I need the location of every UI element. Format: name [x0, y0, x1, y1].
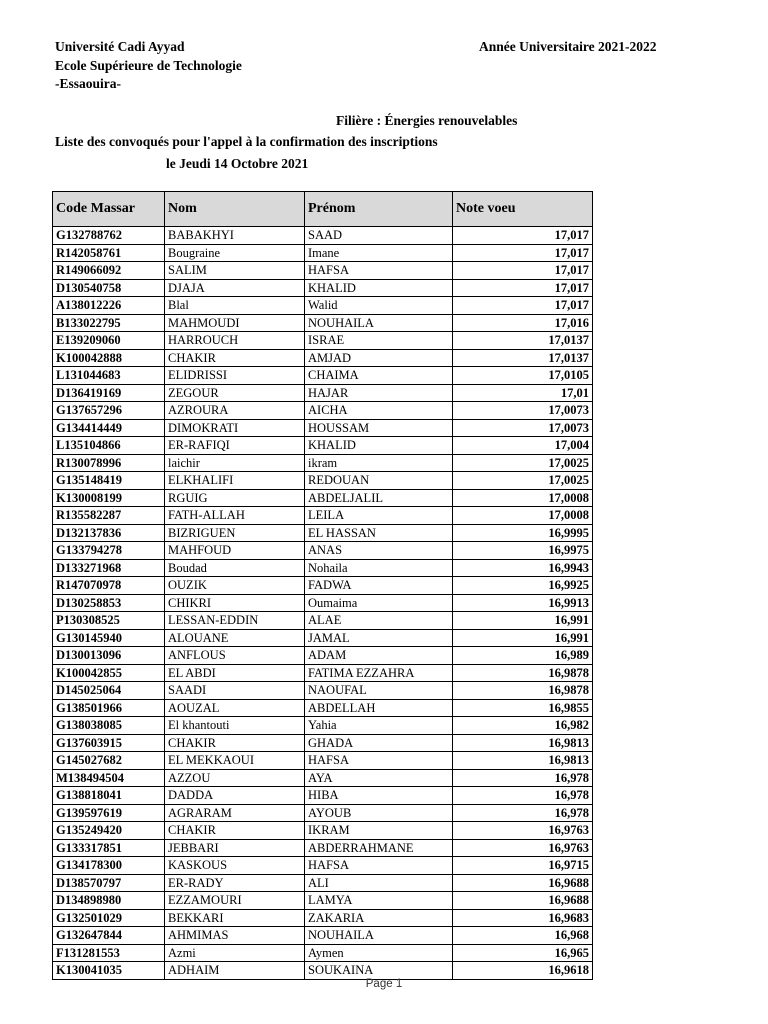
table-row: [53, 227, 593, 245]
nom-cell: Bougraine: [165, 244, 305, 262]
table-row: [53, 454, 593, 472]
table-row: [53, 367, 593, 385]
nom-cell: ANFLOUS: [165, 647, 305, 665]
table-row: [53, 822, 593, 840]
code-massar-cell: G132788762: [53, 227, 165, 245]
prenom-cell: Oumaima: [305, 594, 453, 612]
note-voeu-cell: 16,9715: [453, 857, 593, 875]
table-row: [53, 892, 593, 910]
table-row: [53, 524, 593, 542]
university-name: Université Cadi Ayyad: [55, 39, 185, 54]
table-row: [53, 927, 593, 945]
note-voeu-cell: 17,0025: [453, 454, 593, 472]
table-row: [53, 962, 593, 980]
note-voeu-cell: 16,991: [453, 629, 593, 647]
table-row: [53, 909, 593, 927]
code-massar-cell: M138494504: [53, 769, 165, 787]
code-massar-cell: G139597619: [53, 804, 165, 822]
note-voeu-cell: 17,017: [453, 227, 593, 245]
nom-cell: DJAJA: [165, 279, 305, 297]
prenom-cell: FATIMA EZZAHRA: [305, 664, 453, 682]
note-voeu-cell: 16,9943: [453, 559, 593, 577]
note-voeu-cell: 16,9813: [453, 734, 593, 752]
nom-cell: AZROURA: [165, 402, 305, 420]
code-massar-cell: L135104866: [53, 437, 165, 455]
note-voeu-cell: 16,9913: [453, 594, 593, 612]
note-voeu-cell: 17,017: [453, 262, 593, 280]
code-massar-cell: R130078996: [53, 454, 165, 472]
nom-cell: Boudad: [165, 559, 305, 577]
nom-cell: El khantouti: [165, 717, 305, 735]
academic-year: Année Universitaire 2021-2022: [479, 39, 657, 54]
note-voeu-cell: 17,0025: [453, 472, 593, 490]
prenom-cell: Nohaila: [305, 559, 453, 577]
note-voeu-cell: 16,9688: [453, 892, 593, 910]
table-row: [53, 314, 593, 332]
table-row: [53, 419, 593, 437]
prenom-cell: CHAIMA: [305, 367, 453, 385]
prenom-cell: ADAM: [305, 647, 453, 665]
page-number: Page 1: [365, 978, 403, 990]
prenom-cell: FADWA: [305, 577, 453, 595]
nom-cell: FATH-ALLAH: [165, 507, 305, 525]
note-voeu-cell: 16,968: [453, 927, 593, 945]
city-name: -Essaouira-: [55, 76, 122, 91]
table-row: [53, 297, 593, 315]
table-row: [53, 664, 593, 682]
table-row: [53, 647, 593, 665]
prenom-cell: HAJAR: [305, 384, 453, 402]
prenom-cell: NOUHAILA: [305, 927, 453, 945]
table-row: [53, 699, 593, 717]
column-header-note-voeu: Note voeu: [453, 192, 593, 227]
code-massar-cell: B133022795: [53, 314, 165, 332]
prenom-cell: ISRAE: [305, 332, 453, 350]
prenom-cell: Aymen: [305, 944, 453, 962]
column-header-prenom: Prénom: [305, 192, 453, 227]
note-voeu-cell: 16,9855: [453, 699, 593, 717]
table-row: [53, 279, 593, 297]
table-row: [53, 612, 593, 630]
code-massar-cell: L131044683: [53, 367, 165, 385]
nom-cell: AGRARAM: [165, 804, 305, 822]
note-voeu-cell: 17,0105: [453, 367, 593, 385]
code-massar-cell: D133271968: [53, 559, 165, 577]
table-row: [53, 804, 593, 822]
nom-cell: Azmi: [165, 944, 305, 962]
note-voeu-cell: 16,991: [453, 612, 593, 630]
code-massar-cell: G132501029: [53, 909, 165, 927]
note-voeu-cell: 16,978: [453, 787, 593, 805]
note-voeu-cell: 16,9763: [453, 822, 593, 840]
note-voeu-cell: 17,017: [453, 279, 593, 297]
table-row: [53, 349, 593, 367]
nom-cell: DADDA: [165, 787, 305, 805]
table-row: [53, 594, 593, 612]
note-voeu-cell: 16,978: [453, 804, 593, 822]
note-voeu-cell: 16,9813: [453, 752, 593, 770]
prenom-cell: AYOUB: [305, 804, 453, 822]
note-voeu-cell: 16,9925: [453, 577, 593, 595]
prenom-cell: SOUKAINA: [305, 962, 453, 980]
table-row: [53, 489, 593, 507]
prenom-cell: SAAD: [305, 227, 453, 245]
nom-cell: CHAKIR: [165, 822, 305, 840]
code-massar-cell: G137657296: [53, 402, 165, 420]
table-row: [53, 787, 593, 805]
nom-cell: CHAKIR: [165, 734, 305, 752]
nom-cell: DIMOKRATI: [165, 419, 305, 437]
table-row: [53, 402, 593, 420]
prenom-cell: HAFSA: [305, 752, 453, 770]
nom-cell: ER-RADY: [165, 874, 305, 892]
table-row: [53, 244, 593, 262]
table-row: [53, 944, 593, 962]
prenom-cell: NAOUFAL: [305, 682, 453, 700]
prenom-cell: NOUHAILA: [305, 314, 453, 332]
prenom-cell: ZAKARIA: [305, 909, 453, 927]
code-massar-cell: G137603915: [53, 734, 165, 752]
nom-cell: JEBBARI: [165, 839, 305, 857]
note-voeu-cell: 16,982: [453, 717, 593, 735]
table-row: [53, 559, 593, 577]
nom-cell: ADHAIM: [165, 962, 305, 980]
nom-cell: BABAKHYI: [165, 227, 305, 245]
table-row: [53, 384, 593, 402]
filiere-title: Filière : Énergies renouvelables: [336, 113, 518, 128]
code-massar-cell: E139209060: [53, 332, 165, 350]
code-massar-cell: G134178300: [53, 857, 165, 875]
note-voeu-cell: 17,004: [453, 437, 593, 455]
note-voeu-cell: 17,0137: [453, 349, 593, 367]
prenom-cell: AMJAD: [305, 349, 453, 367]
prenom-cell: Yahia: [305, 717, 453, 735]
prenom-cell: HOUSSAM: [305, 419, 453, 437]
prenom-cell: GHADA: [305, 734, 453, 752]
nom-cell: ELKHALIFI: [165, 472, 305, 490]
code-massar-cell: K100042855: [53, 664, 165, 682]
table-row: [53, 682, 593, 700]
code-massar-cell: G132647844: [53, 927, 165, 945]
table-row: [53, 734, 593, 752]
note-voeu-cell: 16,9975: [453, 542, 593, 560]
code-massar-cell: D138570797: [53, 874, 165, 892]
note-voeu-cell: 17,016: [453, 314, 593, 332]
prenom-cell: IKRAM: [305, 822, 453, 840]
note-voeu-cell: 16,9878: [453, 682, 593, 700]
table-row: [53, 769, 593, 787]
prenom-cell: KHALID: [305, 279, 453, 297]
prenom-cell: ABDELJALIL: [305, 489, 453, 507]
table-row: [53, 542, 593, 560]
table-row: [53, 507, 593, 525]
code-massar-cell: D130540758: [53, 279, 165, 297]
nom-cell: ELIDRISSI: [165, 367, 305, 385]
prenom-cell: HIBA: [305, 787, 453, 805]
prenom-cell: ALI: [305, 874, 453, 892]
code-massar-cell: D134898980: [53, 892, 165, 910]
note-voeu-cell: 16,989: [453, 647, 593, 665]
note-voeu-cell: 16,965: [453, 944, 593, 962]
prenom-cell: HAFSA: [305, 857, 453, 875]
note-voeu-cell: 16,9688: [453, 874, 593, 892]
code-massar-cell: D132137836: [53, 524, 165, 542]
nom-cell: EL ABDI: [165, 664, 305, 682]
table-row: [53, 629, 593, 647]
note-voeu-cell: 16,9618: [453, 962, 593, 980]
date-line: le Jeudi 14 Octobre 2021: [166, 156, 309, 171]
code-massar-cell: G130145940: [53, 629, 165, 647]
table-row: [53, 857, 593, 875]
code-massar-cell: G134414449: [53, 419, 165, 437]
code-massar-cell: G135148419: [53, 472, 165, 490]
prenom-cell: KHALID: [305, 437, 453, 455]
column-header-nom: Nom: [165, 192, 305, 227]
code-massar-cell: P130308525: [53, 612, 165, 630]
code-massar-cell: D130258853: [53, 594, 165, 612]
code-massar-cell: R142058761: [53, 244, 165, 262]
prenom-cell: AYA: [305, 769, 453, 787]
nom-cell: SAADI: [165, 682, 305, 700]
nom-cell: BEKKARI: [165, 909, 305, 927]
nom-cell: CHIKRI: [165, 594, 305, 612]
code-massar-cell: R147070978: [53, 577, 165, 595]
nom-cell: KASKOUS: [165, 857, 305, 875]
nom-cell: MAHMOUDI: [165, 314, 305, 332]
code-massar-cell: D130013096: [53, 647, 165, 665]
code-massar-cell: G138038085: [53, 717, 165, 735]
note-voeu-cell: 16,9878: [453, 664, 593, 682]
table-header-row: [53, 192, 593, 227]
code-massar-cell: F131281553: [53, 944, 165, 962]
prenom-cell: AICHA: [305, 402, 453, 420]
prenom-cell: LEILA: [305, 507, 453, 525]
table-row: [53, 752, 593, 770]
note-voeu-cell: 17,0008: [453, 489, 593, 507]
note-voeu-cell: 17,0008: [453, 507, 593, 525]
note-voeu-cell: 17,0073: [453, 402, 593, 420]
note-voeu-cell: 16,9763: [453, 839, 593, 857]
code-massar-cell: R149066092: [53, 262, 165, 280]
list-title: Liste des convoqués pour l'appel à la confirmation des inscriptions: [55, 134, 438, 149]
note-voeu-cell: 17,0137: [453, 332, 593, 350]
nom-cell: EZZAMOURI: [165, 892, 305, 910]
table-row: [53, 839, 593, 857]
prenom-cell: ALAE: [305, 612, 453, 630]
code-massar-cell: G135249420: [53, 822, 165, 840]
note-voeu-cell: 17,017: [453, 244, 593, 262]
table-row: [53, 332, 593, 350]
prenom-cell: Walid: [305, 297, 453, 315]
note-voeu-cell: 16,978: [453, 769, 593, 787]
table-row: [53, 437, 593, 455]
column-header-code-massar: Code Massar: [53, 192, 165, 227]
code-massar-cell: G138818041: [53, 787, 165, 805]
prenom-cell: HAFSA: [305, 262, 453, 280]
nom-cell: AOUZAL: [165, 699, 305, 717]
code-massar-cell: K100042888: [53, 349, 165, 367]
code-massar-cell: D136419169: [53, 384, 165, 402]
code-massar-cell: D145025064: [53, 682, 165, 700]
nom-cell: laichir: [165, 454, 305, 472]
school-name: Ecole Supérieure de Technologie: [55, 58, 242, 73]
prenom-cell: ABDERRAHMANE: [305, 839, 453, 857]
nom-cell: AHMIMAS: [165, 927, 305, 945]
prenom-cell: EL HASSAN: [305, 524, 453, 542]
prenom-cell: ANAS: [305, 542, 453, 560]
table-row: [53, 874, 593, 892]
nom-cell: EL MEKKAOUI: [165, 752, 305, 770]
note-voeu-cell: 17,017: [453, 297, 593, 315]
code-massar-cell: G133317851: [53, 839, 165, 857]
nom-cell: MAHFOUD: [165, 542, 305, 560]
nom-cell: AZZOU: [165, 769, 305, 787]
prenom-cell: REDOUAN: [305, 472, 453, 490]
code-massar-cell: K130041035: [53, 962, 165, 980]
nom-cell: HARROUCH: [165, 332, 305, 350]
nom-cell: ALOUANE: [165, 629, 305, 647]
table-row: [53, 472, 593, 490]
nom-cell: Blal: [165, 297, 305, 315]
nom-cell: ZEGOUR: [165, 384, 305, 402]
prenom-cell: Imane: [305, 244, 453, 262]
table-row: [53, 717, 593, 735]
table-row: [53, 577, 593, 595]
code-massar-cell: A138012226: [53, 297, 165, 315]
prenom-cell: JAMAL: [305, 629, 453, 647]
code-massar-cell: G138501966: [53, 699, 165, 717]
note-voeu-cell: 17,01: [453, 384, 593, 402]
note-voeu-cell: 16,9683: [453, 909, 593, 927]
table-row: [53, 262, 593, 280]
code-massar-cell: G133794278: [53, 542, 165, 560]
nom-cell: LESSAN-EDDIN: [165, 612, 305, 630]
nom-cell: OUZIK: [165, 577, 305, 595]
prenom-cell: ikram: [305, 454, 453, 472]
note-voeu-cell: 16,9995: [453, 524, 593, 542]
code-massar-cell: K130008199: [53, 489, 165, 507]
nom-cell: CHAKIR: [165, 349, 305, 367]
prenom-cell: LAMYA: [305, 892, 453, 910]
prenom-cell: ABDELLAH: [305, 699, 453, 717]
nom-cell: ER-RAFIQI: [165, 437, 305, 455]
convoques-table: [52, 191, 593, 980]
code-massar-cell: R135582287: [53, 507, 165, 525]
nom-cell: BIZRIGUEN: [165, 524, 305, 542]
note-voeu-cell: 17,0073: [453, 419, 593, 437]
nom-cell: RGUIG: [165, 489, 305, 507]
nom-cell: SALIM: [165, 262, 305, 280]
code-massar-cell: G145027682: [53, 752, 165, 770]
